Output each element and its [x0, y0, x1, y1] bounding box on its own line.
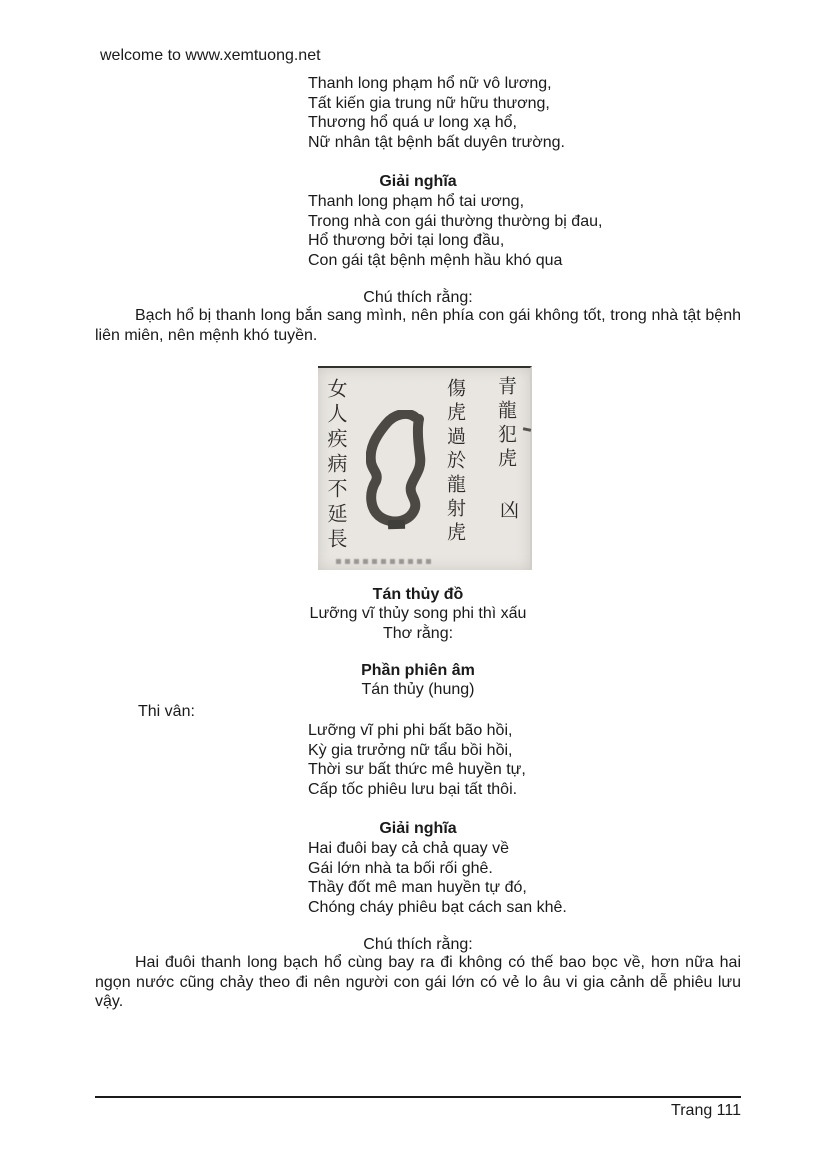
giai-nghia-heading-1: Giải nghĩa [379, 173, 457, 190]
figure-right-column-text: 青龍犯虎 [495, 376, 517, 472]
poem-line: Hai đuôi bay cả chả quay về [308, 840, 510, 857]
footer-divider [95, 1096, 741, 1098]
site-welcome-text: welcome to www.xemtuong.net [100, 47, 321, 64]
chu-thich-paragraph-2: Hai đuôi thanh long bạch hổ cùng bay ra đi không có thế bao bọc về, hơn nữa hai ngọn nước cũng chảy theo đi nên người con gái lớn có vẻ lo âu vi gia cảnh dễ phiêu lưu vậy. [95, 954, 741, 1011]
poem-line: Chóng cháy phiêu bạt cách san khê. [308, 898, 567, 916]
phan-phien-am-heading: Phần phiên âm [361, 662, 475, 679]
poem-line: Cấp tốc phiêu lưu bại tất thôi. [308, 780, 518, 798]
figure-edge-mark [523, 427, 531, 432]
gourd-symbol-drawing [366, 410, 430, 534]
poem-giai-nghia-2 [308, 839, 567, 917]
poem-giai-nghia-1 [308, 192, 602, 270]
page-number: Trang 111 [671, 1102, 741, 1119]
poem-line: Con gái tật bệnh mệnh hầu khó qua [308, 251, 563, 269]
calligraphy-figure [318, 366, 532, 570]
tho-rang-label: Thơ rằng: [382, 625, 454, 642]
poem-line: Thời sư bất thức mê huyền tự, [308, 761, 526, 778]
poem-line: Nữ nhân tật bệnh bất duyên trường. [308, 133, 565, 151]
poem-line: Gái lớn nhà ta bối rối ghê. [308, 859, 493, 877]
figure-verdict-character: 凶 [497, 500, 519, 524]
poem-line: Thanh long phạm hổ tai ương, [308, 193, 525, 210]
figure-middle-column-text: 傷虎過於龍射虎 [444, 378, 466, 546]
figure-left-column-text: 女人疾病不延長 [324, 378, 348, 553]
poem-line: Thầy đốt mê man huyền tự đó, [308, 879, 527, 896]
chu-thich-paragraph-1: Bạch hổ bị thanh long bắn sang mình, nên phía con gái không tốt, trong nhà tật bệnh liên miên, nên mệnh khó tuyền. [95, 307, 741, 344]
poem-line: Kỳ gia trưởng nữ tẩu bồi hồi, [308, 741, 513, 759]
poem-line: Tất kiến gia trung nữ hữu thương, [308, 94, 550, 112]
poem-phien-am-1 [308, 74, 565, 152]
ink-block-mark [388, 520, 405, 530]
tan-thuy-do-title: Tán thủy đồ [372, 586, 464, 603]
poem-line: Thanh long phạm hổ nữ vô lương, [308, 75, 552, 92]
poem-line: Lưỡng vĩ phi phi bất bão hồi, [308, 722, 513, 739]
thi-van-label: Thi vân: [138, 703, 195, 720]
figure-caption-smudge [336, 559, 432, 564]
chu-thich-heading-2: Chú thích rằng: [363, 936, 473, 953]
phan-phien-am-subtitle: Tán thủy (hung) [361, 681, 475, 698]
poem-line: Hổ thương bởi tại long đầu, [308, 232, 505, 249]
chu-thich-heading-1: Chú thích rằng: [363, 289, 473, 306]
tan-thuy-do-subtitle: Lưỡng vĩ thủy song phi thì xấu [309, 605, 527, 622]
giai-nghia-heading-2: Giải nghĩa [379, 820, 457, 837]
poem-line: Trong nhà con gái thường thường bị đau, [308, 212, 603, 230]
poem-line: Thương hổ quá ư long xạ hổ, [308, 114, 517, 131]
poem-phien-am-2 [308, 721, 526, 799]
